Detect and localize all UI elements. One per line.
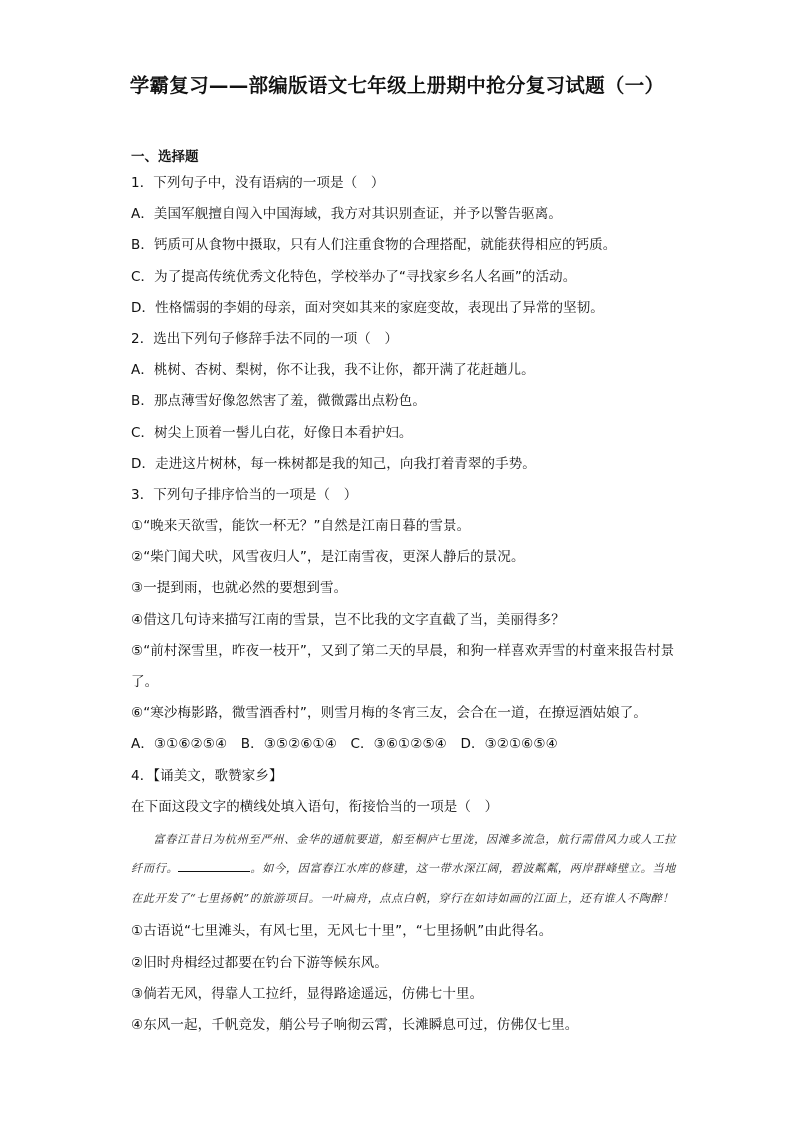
question-2-option-b: B．那点薄雪好像忽然害了羞，微微露出点粉色。 [131, 393, 426, 410]
passage-text-before: 富春江昔日为杭州至严州、金华的通航要道，船至桐庐七里泷，因滩多流急，航行需借风力或人工拉纤而行。 [131, 832, 676, 876]
question-1-option-b: B．钙质可从食物中摄取，只有人们注重食物的合理搭配，就能获得相应的钙质。 [131, 237, 617, 254]
question-1-option-c: C．为了提高传统优秀文化特色，学校举办了“寻找家乡名人名画”的活动。 [131, 268, 577, 285]
question-2-option-a: A．桃树、杏树、梨树，你不让我，我不让你，都开满了花赶趟儿。 [131, 362, 535, 379]
question-4-item-4: ④东风一起，千帆竞发，艄公号子响彻云霄，长滩瞬息可过，仿佛仅七里。 [131, 1017, 579, 1034]
page-title: 学霸复习——部编版语文七年级上册期中抢分复习试题（一） [129, 74, 665, 97]
question-4-item-1: ①古语说“七里滩头，有风七里，无风七十里”，“七里扬帆”由此得名。 [131, 923, 553, 940]
fill-in-blank [178, 859, 250, 872]
question-3-choices: A．③①⑥②⑤④ B．③⑤②⑥①④ C．③⑥①②⑤④ D．③②①⑥⑤④ [131, 736, 558, 753]
question-4-stem: 在下面这段文字的横线处填入语句，衔接恰当的一项是（ ） [131, 798, 499, 815]
question-2-option-d: D．走进这片树林，每一株树都是我的知己，向我打着青翠的手势。 [131, 455, 536, 472]
question-4-item-3: ③倘若无风，得靠人工拉纤，显得路途遥远，仿佛七十里。 [131, 985, 484, 1002]
question-4-passage [131, 825, 676, 914]
question-4-item-2: ②旧时舟楫经过都要在钓台下游等候东风。 [131, 954, 389, 971]
question-1-option-a: A．美国军舰擅自闯入中国海域，我方对其识别查证，并予以警告驱离。 [131, 206, 562, 223]
document-body [131, 143, 676, 1041]
question-3-item-3: ③一提到雨，也就必然的要想到雪。 [131, 580, 348, 597]
question-3-item-4: ④借这几句诗来描写江南的雪景，岂不比我的文字直截了当，美丽得多？ [131, 611, 565, 628]
question-1-option-d: D．性格懦弱的李娟的母亲，面对突如其来的家庭变故，表现出了异常的坚韧。 [131, 299, 604, 316]
question-3-item-1: ①“晚来天欲雪，能饮一杯无？”自然是江南日暮的雪景。 [131, 518, 471, 535]
question-2-stem: 2．选出下列句子修辞手法不同的一项（ ） [131, 330, 399, 347]
question-1-stem: 1．下列句子中，没有语病的一项是（ ） [131, 175, 385, 191]
section-heading: 一、选择题 [131, 149, 199, 165]
question-3-item-5: ⑤“前村深雪里，昨夜一枝开”，又到了第二天的早晨，和狗一样喜欢弄雪的村童来报告村景了。 [131, 642, 675, 691]
question-3-item-2: ②“柴门闻犬吠，风雪夜归人”，是江南雪夜，更深人静后的景况。 [131, 549, 525, 566]
question-3-stem: 3．下列句子排序恰当的一项是（ ） [131, 486, 358, 503]
question-3-item-6: ⑥“寒沙梅影路，微雪酒香村”，则雪月梅的冬宵三友，会合在一道，在撩逗酒姑娘了。 [131, 705, 647, 722]
question-2-option-c: C．树尖上顶着一髻儿白花，好像日本看护妇。 [131, 424, 413, 441]
passage-text-after: 。如今，因富春江水库的修建，这一带水深江阔，碧波粼粼，两岸群峰壁立。当地在此开发了“七里扬帆”的旅游项目。一叶扁舟，点点白帆，穿行在如诗如画的江面上，还有谁人不陶醉！ [131, 862, 677, 905]
question-4-heading: 4．【诵美文，歌赞家乡】 [131, 767, 283, 784]
